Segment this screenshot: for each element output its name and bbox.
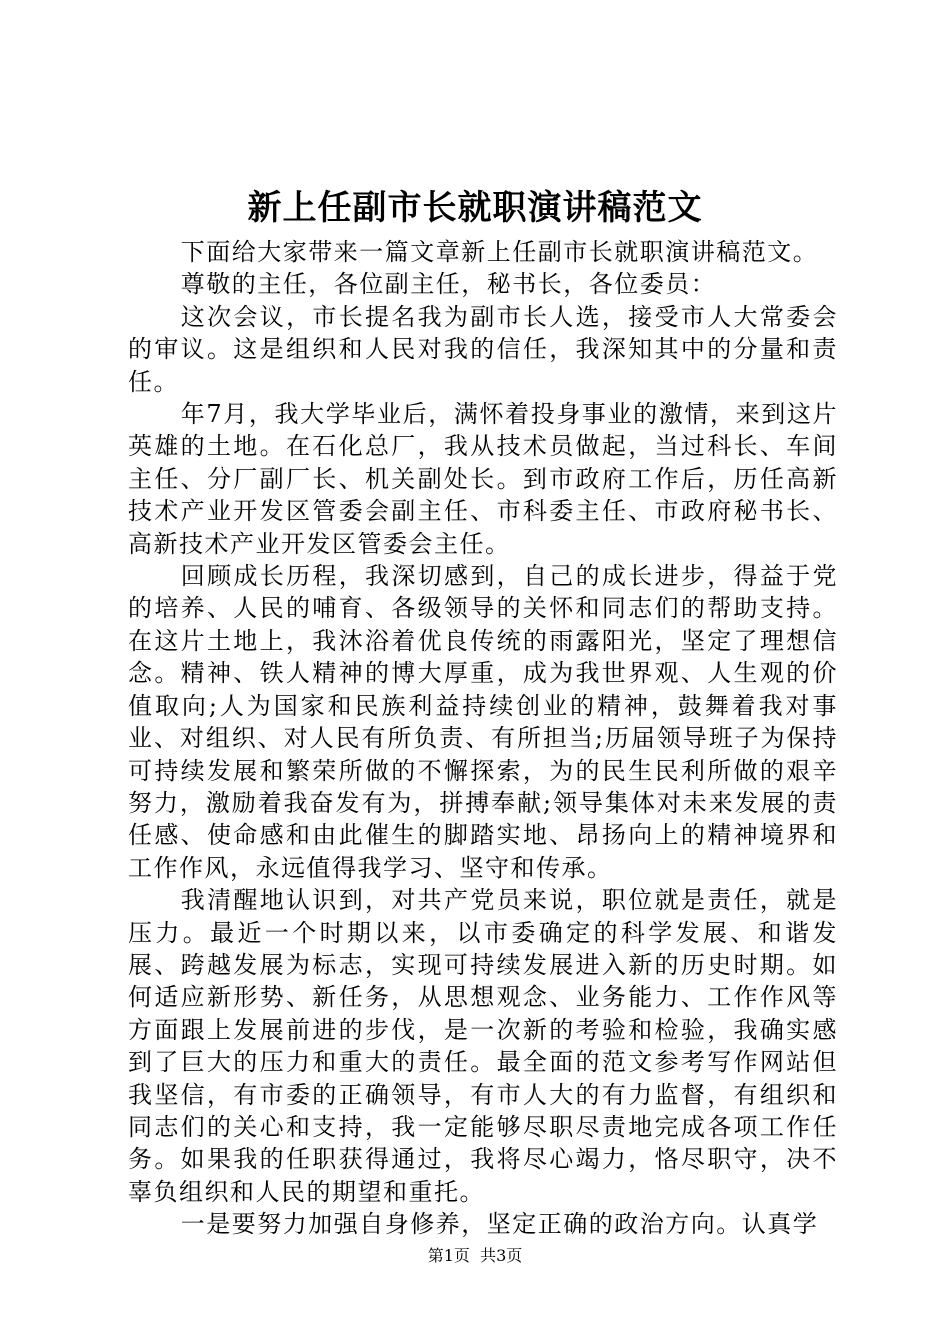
paragraph-point-one: 一是要努力加强自身修养，坚定正确的政治方向。认真学 — [180, 1210, 819, 1239]
page-footer — [0, 1245, 950, 1267]
paragraph-salutation: 尊敬的主任，各位副主任，秘书长，各位委员： — [180, 270, 717, 299]
document-title: 新上任副市长就职演讲稿范文 — [247, 188, 703, 228]
paragraph-nomination: 这次会议，市长提名我为副市长人选，接受市人大常委会的审议。这是组织和人民对我的信任，我深知其中的分量和责任。 — [128, 302, 838, 396]
paragraph-reflection: 回顾成长历程，我深切感到，自己的成长进步，得益于党的培养、人民的哺育、各级领导的关怀和同志们的帮助支持。在这片土地上，我沐浴着优良传统的雨露阳光，坚定了理想信念。精神、铁人精神的博大厚重，成为我世界观、人生观的价值取向;人为国家和民族利益持续创业的精神，鼓舞着我对事业、对组织、对人民有所负责、有所担当;历届领导班子为保持可持续发展和繁荣所做的不懈探索，为的民生民利所做的艰辛努力，激励着我奋发有为，拼搏奉献;领导集体对未来发展的责任感、使命感和由此催生的脚踏实地、昂扬向上的精神境界和工作作风，永远值得我学习、坚守和传承。 — [128, 562, 838, 882]
page-total: 共3页 — [480, 1246, 523, 1265]
page-number: 第1页 — [427, 1246, 470, 1265]
paragraph-responsibility: 我清醒地认识到，对共产党员来说，职位就是责任，就是压力。最近一个时期以来，以市委确定的科学发展、和谐发展、跨越发展为标志，实现可持续发展进入新的历史时期。如何适应新形势、新任务，从思想观念、业务能力、工作作风等方面跟上发展前进的步伐，是一次新的考验和检验，我确实感到了巨大的压力和重大的责任。最全面的范文参考写作网站但我坚信，有市委的正确领导，有市人大的有力监督，有组织和同志们的关心和支持，我一定能够尽职尽责地完成各项工作任务。如果我的任职获得通过，我将尽心竭力，恪尽职守，决不辜负组织和人民的期望和重托。 — [128, 886, 838, 1206]
document-body — [128, 236, 838, 1241]
paragraph-intro: 下面给大家带来一篇文章新上任副市长就职演讲稿范文。 — [180, 238, 819, 266]
paragraph-career: 年7月，我大学毕业后，满怀着投身事业的激情，来到这片英雄的土地。在石化总厂，我从技术员做起，当过科长、车间主任、分厂副厂长、机关副处长。到市政府工作后，历任高新技术产业开发区管委会副主任、市科委主任、市政府秘书长、高新技术产业开发区管委会主任。 — [128, 400, 838, 558]
